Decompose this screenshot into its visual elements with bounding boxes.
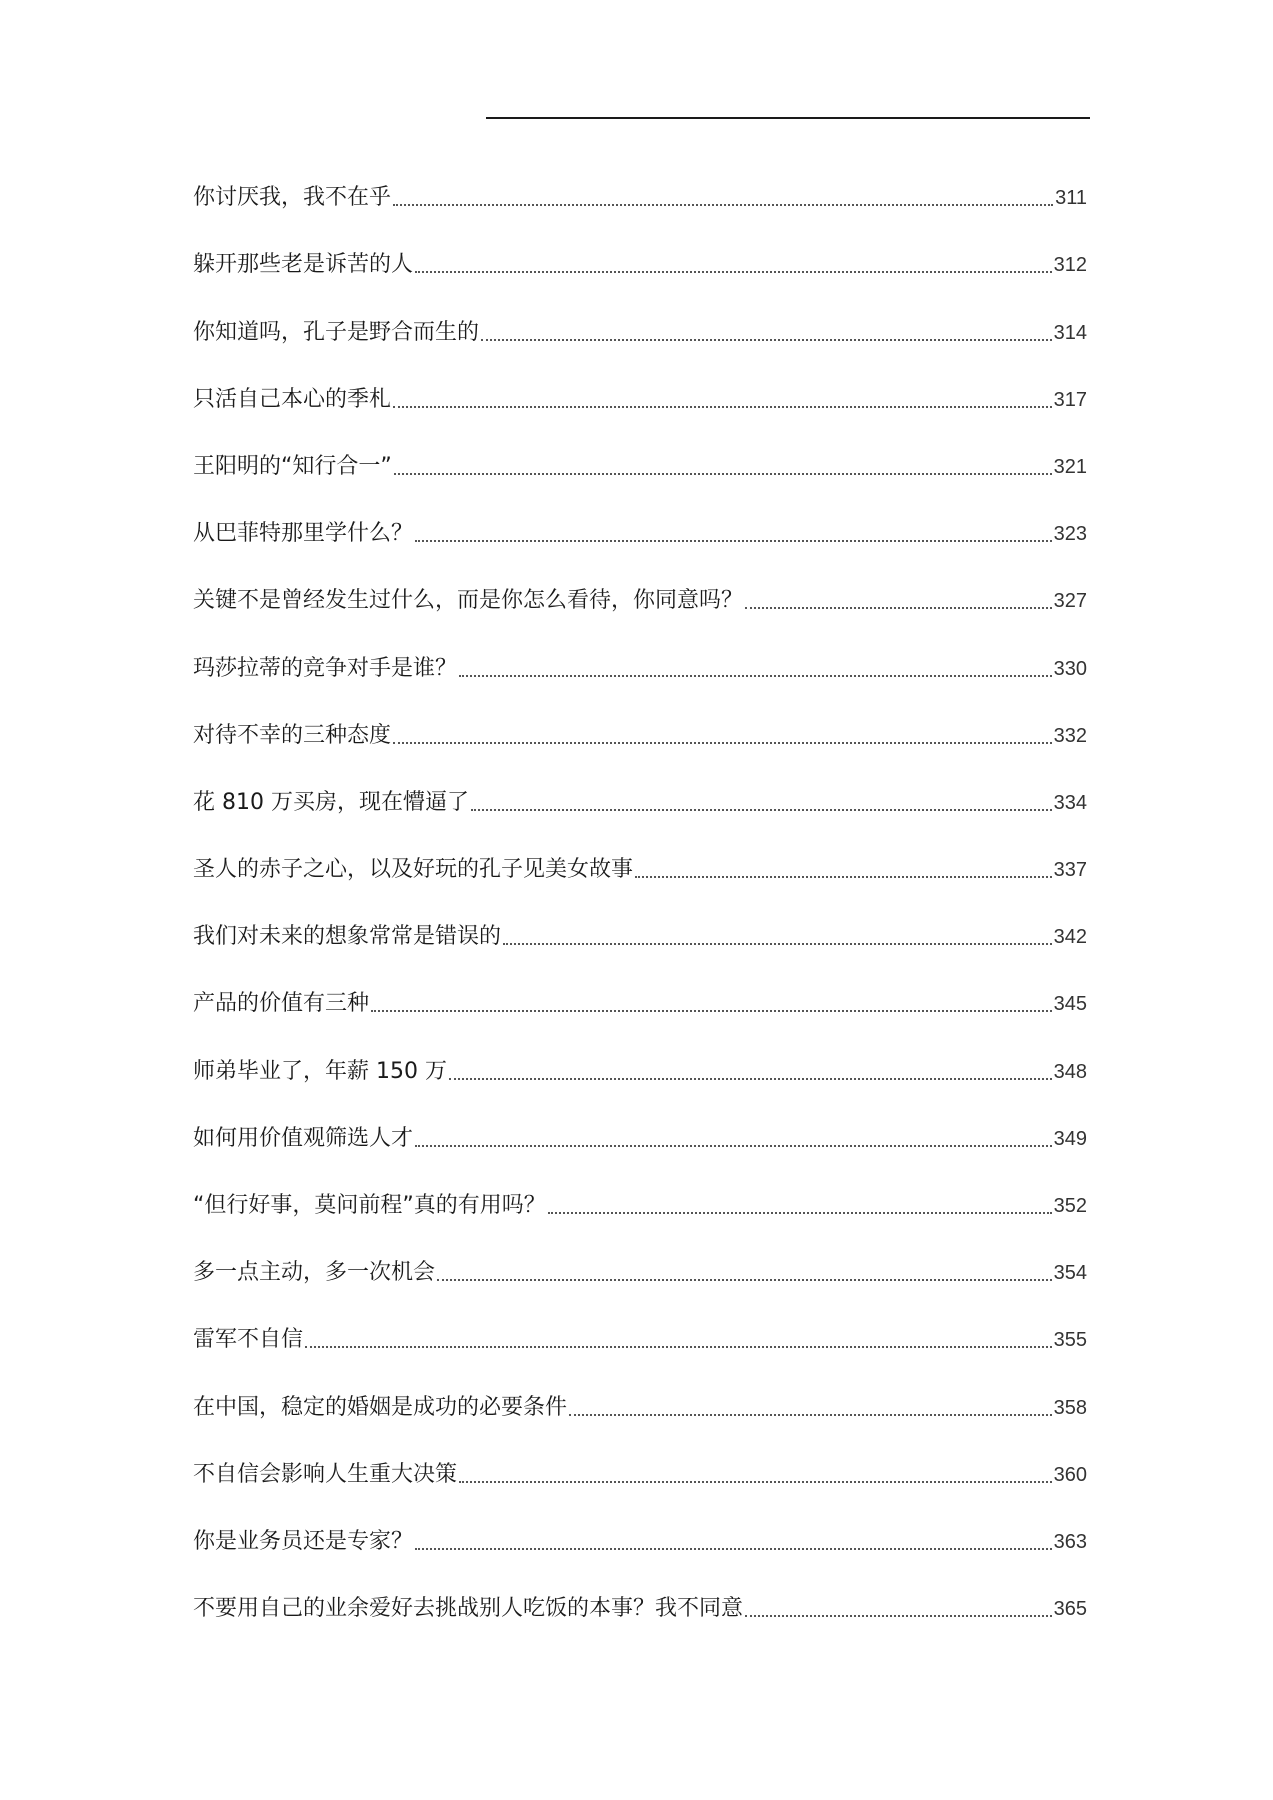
toc-entry[interactable] xyxy=(193,1512,1087,1579)
toc-entry[interactable] xyxy=(193,370,1087,437)
toc-entry-page: 355 xyxy=(1053,1329,1087,1352)
table-of-contents xyxy=(193,168,1087,1646)
toc-entry-title: 对待不幸的三种态度 xyxy=(193,722,392,748)
dot-leader xyxy=(393,204,1053,206)
dot-leader xyxy=(437,1279,1052,1281)
dot-leader xyxy=(415,540,1052,542)
toc-entry[interactable] xyxy=(193,1579,1087,1646)
dot-leader xyxy=(635,876,1052,878)
toc-entry-title: 不要用自己的业余爱好去挑战别人吃饭的本事？我不同意 xyxy=(193,1596,744,1622)
toc-entry-page: 360 xyxy=(1053,1463,1087,1486)
toc-entry-title: 王阳明的“知行合一” xyxy=(193,453,392,479)
toc-entry[interactable] xyxy=(193,1109,1087,1176)
toc-entry-page: 332 xyxy=(1053,724,1087,747)
dot-leader xyxy=(415,1548,1052,1550)
toc-entry-page: 352 xyxy=(1053,1195,1087,1217)
toc-entry-page: 354 xyxy=(1053,1262,1087,1285)
toc-entry[interactable] xyxy=(193,1041,1087,1108)
dot-leader xyxy=(548,1212,1052,1214)
toc-entry-title: 如何用价值观筛选人才 xyxy=(193,1125,414,1151)
toc-entry-page: 337 xyxy=(1053,859,1087,882)
toc-entry-page: 327 xyxy=(1053,590,1087,613)
toc-entry-title: “但行好事，莫问前程”真的有用吗？ xyxy=(193,1193,546,1218)
toc-entry[interactable] xyxy=(193,437,1087,504)
toc-entry-page: 312 xyxy=(1053,254,1087,277)
toc-entry-page: 363 xyxy=(1053,1530,1087,1553)
toc-entry[interactable] xyxy=(193,1445,1087,1512)
dot-leader xyxy=(394,473,1052,475)
dot-leader xyxy=(745,1615,1052,1617)
toc-entry[interactable] xyxy=(193,1310,1087,1377)
toc-entry-page: 330 xyxy=(1053,657,1087,680)
dot-leader xyxy=(393,406,1052,408)
dot-leader xyxy=(503,943,1052,945)
toc-entry[interactable] xyxy=(193,706,1087,773)
toc-entry-title: 躲开那些老是诉苦的人 xyxy=(193,252,414,278)
toc-entry-page: 365 xyxy=(1053,1598,1087,1621)
toc-entry-page: 334 xyxy=(1053,791,1087,814)
dot-leader xyxy=(371,1010,1052,1012)
toc-entry-title: 你知道吗，孔子是野合而生的 xyxy=(193,319,480,345)
dot-leader xyxy=(481,339,1052,341)
toc-entry[interactable] xyxy=(193,168,1087,235)
toc-entry[interactable] xyxy=(193,1377,1087,1444)
toc-entry-title: 从巴菲特那里学什么？ xyxy=(193,521,414,547)
toc-entry[interactable] xyxy=(193,571,1087,638)
dot-leader xyxy=(305,1346,1052,1348)
toc-entry-title: 你讨厌我，我不在乎 xyxy=(193,185,392,211)
toc-entry-title: 花 810 万买房，现在懵逼了 xyxy=(193,789,469,815)
toc-entry-page: 342 xyxy=(1053,926,1087,949)
dot-leader xyxy=(415,1145,1052,1147)
toc-entry-title: 你是业务员还是专家？ xyxy=(193,1528,414,1554)
dot-leader xyxy=(459,675,1052,677)
toc-entry-page: 311 xyxy=(1055,187,1087,210)
toc-entry[interactable] xyxy=(193,1243,1087,1310)
toc-entry[interactable] xyxy=(193,235,1087,302)
toc-entry-title: 关键不是曾经发生过什么，而是你怎么看待，你同意吗？ xyxy=(193,588,744,614)
toc-entry-title: 雷军不自信 xyxy=(193,1327,304,1353)
toc-entry[interactable] xyxy=(193,840,1087,907)
toc-entry-page: 358 xyxy=(1053,1396,1087,1419)
dot-leader xyxy=(415,271,1052,273)
toc-entry-page: 321 xyxy=(1053,455,1087,478)
toc-entry-page: 317 xyxy=(1053,388,1087,411)
dot-leader xyxy=(459,1481,1052,1483)
toc-entry-page: 345 xyxy=(1053,993,1087,1016)
toc-entry-title: 不自信会影响人生重大决策 xyxy=(193,1461,458,1487)
toc-entry-page: 349 xyxy=(1053,1127,1087,1150)
toc-entry-title: 产品的价值有三种 xyxy=(193,991,370,1017)
toc-entry-page: 348 xyxy=(1053,1060,1087,1083)
toc-entry[interactable] xyxy=(193,638,1087,705)
toc-entry[interactable] xyxy=(193,773,1087,840)
dot-leader xyxy=(393,742,1052,744)
toc-entry-title: 圣人的赤子之心，以及好玩的孔子见美女故事 xyxy=(193,857,634,883)
toc-entry[interactable] xyxy=(193,302,1087,369)
toc-entry[interactable] xyxy=(193,504,1087,571)
header-rule xyxy=(486,117,1090,119)
toc-entry-title: 玛莎拉蒂的竞争对手是谁？ xyxy=(193,655,458,681)
dot-leader xyxy=(745,607,1052,609)
toc-entry-page: 323 xyxy=(1053,523,1087,546)
dot-leader xyxy=(471,809,1052,811)
toc-entry-title: 师弟毕业了，年薪 150 万 xyxy=(193,1058,447,1084)
toc-entry-title: 多一点主动，多一次机会 xyxy=(193,1260,436,1286)
dot-leader xyxy=(449,1078,1052,1080)
toc-entry[interactable] xyxy=(193,1176,1087,1243)
dot-leader xyxy=(569,1414,1052,1416)
toc-entry-page: 314 xyxy=(1053,321,1087,344)
toc-entry-title: 我们对未来的想象常常是错误的 xyxy=(193,924,502,950)
toc-entry[interactable] xyxy=(193,974,1087,1041)
toc-entry[interactable] xyxy=(193,907,1087,974)
toc-entry-title: 只活自己本心的季札 xyxy=(193,386,392,412)
toc-entry-title: 在中国，稳定的婚姻是成功的必要条件 xyxy=(193,1394,568,1420)
